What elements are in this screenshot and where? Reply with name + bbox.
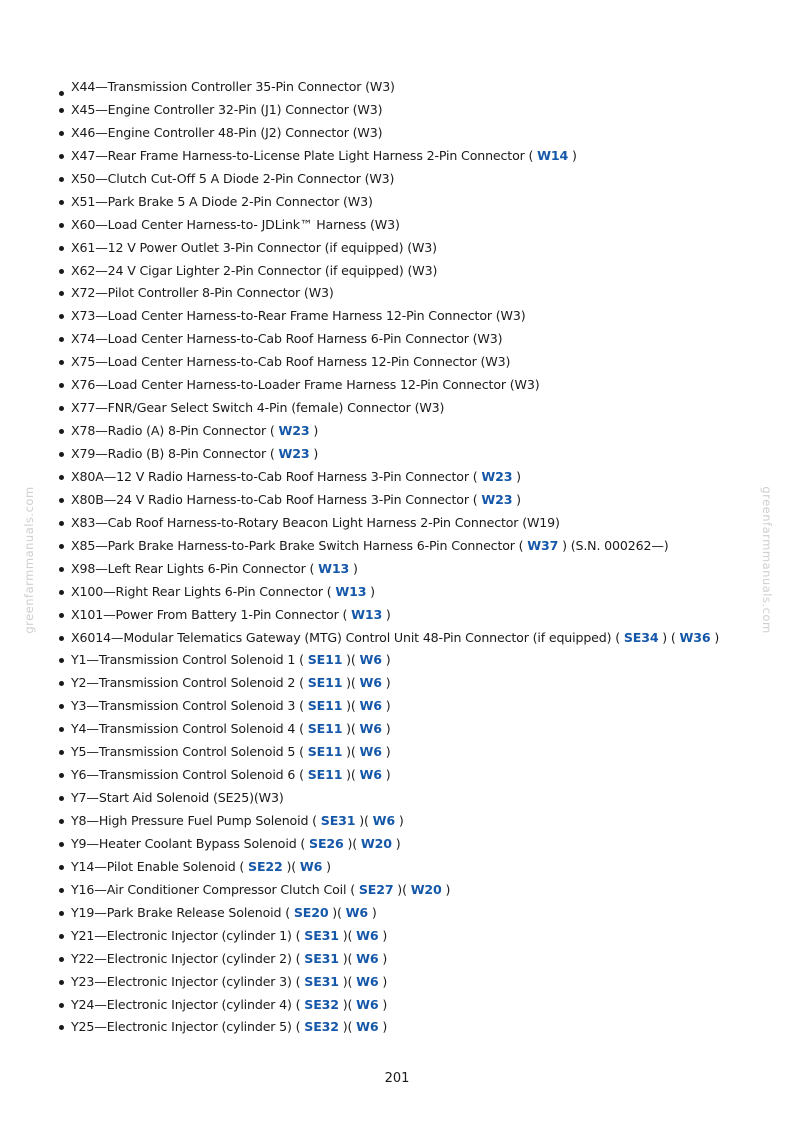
reference-link[interactable]: W23: [481, 491, 513, 507]
item-text: ) (: [658, 629, 680, 645]
item-text: Y2—Transmission Control Solenoid 2 (: [71, 675, 308, 691]
item-text: Y19—Park Brake Release Solenoid (: [71, 904, 294, 920]
reference-link[interactable]: SE11: [307, 721, 343, 737]
item-text: ): [512, 491, 521, 507]
reference-link[interactable]: SE26: [309, 835, 344, 851]
item-text: ): [381, 698, 391, 714]
item-text: )(: [342, 744, 360, 760]
item-text: Y7—Start Aid Solenoid (SE25)(W3): [71, 790, 284, 806]
item-text: )(: [342, 652, 360, 668]
list-item: [58, 627, 719, 650]
item-text: ): [394, 813, 404, 828]
item-text: X77—FNR/Gear Select Switch 4-Pin (female) Connector (W3): [71, 400, 445, 416]
list-item: [58, 558, 719, 581]
reference-link[interactable]: W6: [372, 813, 395, 828]
reference-link[interactable]: W14: [537, 147, 569, 163]
list-item: [58, 879, 719, 902]
item-text: X45—Engine Controller 32-Pin (J1) Connector (W3): [71, 101, 383, 117]
item-text: ): [368, 904, 377, 920]
list-item: [58, 971, 719, 994]
item-text: )(: [338, 1019, 357, 1035]
item-text: Y25—Electronic Injector (cylinder 5) (: [71, 1019, 305, 1035]
item-text: )(: [328, 904, 346, 920]
reference-link[interactable]: SE11: [307, 698, 343, 714]
list-item: [58, 741, 719, 764]
list-item: [58, 443, 719, 466]
reference-link[interactable]: W20: [360, 835, 392, 851]
list-item: [58, 787, 719, 810]
item-text: Y6—Transmission Control Solenoid 6 (: [71, 767, 308, 783]
list-item: [58, 764, 719, 787]
page-number: 201: [384, 1071, 410, 1086]
item-text: ) (S.N. 000262—): [558, 537, 669, 553]
item-text: Y24—Electronic Injector (cylinder 4) (: [71, 996, 305, 1012]
item-text: Y4—Transmission Control Solenoid 4 (: [71, 721, 308, 737]
item-text: ): [381, 767, 391, 783]
item-text: )(: [338, 927, 357, 943]
reference-link[interactable]: W13: [351, 606, 383, 622]
item-text: X46—Engine Controller 48-Pin (J2) Connector (W3): [71, 124, 383, 140]
item-text: ): [349, 560, 358, 576]
list-item: [58, 948, 719, 971]
item-text: X80B—24 V Radio Harness-to-Cab Roof Harness 3-Pin Connector (: [71, 491, 482, 507]
reference-link[interactable]: W6: [356, 1019, 379, 1035]
list-item: [58, 397, 719, 420]
item-text: X83—Cab Roof Harness-to-Rotary Beacon Light Harness 2-Pin Connector (W19): [71, 514, 560, 530]
watermark-left: greenfarmmanuals.com: [22, 486, 36, 634]
item-text: ): [378, 973, 388, 989]
reference-link[interactable]: SE11: [307, 675, 343, 691]
item-text: X72—Pilot Controller 8-Pin Connector (W3): [71, 285, 334, 301]
item-text: ): [391, 835, 401, 851]
reference-link[interactable]: SE11: [307, 767, 343, 783]
list-item: [58, 168, 719, 191]
item-text: X73—Load Center Harness-to-Rear Frame Harness 12-Pin Connector (W3): [71, 308, 526, 324]
reference-link[interactable]: W37: [527, 537, 559, 553]
item-text: ): [309, 423, 319, 439]
item-text: X78—Radio (A) 8-Pin Connector (: [71, 423, 279, 439]
watermark-right: greenfarmmanuals.com: [760, 486, 774, 634]
reference-link[interactable]: W6: [356, 996, 379, 1012]
item-text: Y14—Pilot Enable Solenoid (: [71, 858, 249, 874]
item-text: ): [378, 927, 388, 943]
reference-link[interactable]: SE31: [304, 927, 339, 943]
item-text: ): [568, 147, 577, 163]
reference-link[interactable]: SE20: [293, 904, 329, 920]
list-item: [58, 1016, 719, 1039]
reference-link[interactable]: W13: [318, 560, 350, 576]
list-item: [58, 810, 719, 833]
item-text: Y8—High Pressure Fuel Pump Solenoid (: [71, 813, 321, 828]
reference-link[interactable]: W23: [278, 423, 310, 439]
item-text: ): [378, 996, 388, 1012]
list-item: [58, 902, 719, 925]
list-item: [58, 191, 719, 214]
item-text: X80A—12 V Radio Harness-to-Cab Roof Harness 3-Pin Connector (: [71, 468, 482, 484]
list-item: [58, 237, 719, 260]
item-text: )(: [342, 675, 360, 691]
list-item: [58, 76, 719, 99]
item-text: )(: [343, 835, 361, 851]
list-item: [58, 99, 719, 122]
list-item: [58, 994, 719, 1017]
list-item: [58, 718, 719, 741]
list-item: [58, 122, 719, 145]
item-text: X6014—Modular Telematics Gateway (MTG) Control Unit 48-Pin Connector (if equipped) (: [71, 629, 624, 645]
item-text: X62—24 V Cigar Lighter 2-Pin Connector (if equipped) (W3): [71, 262, 438, 278]
item-text: X47—Rear Frame Harness-to-License Plate Light Harness 2-Pin Connector (: [71, 147, 538, 163]
reference-link[interactable]: W6: [359, 675, 382, 691]
item-text: X79—Radio (B) 8-Pin Connector (: [71, 446, 279, 461]
item-text: )(: [338, 950, 357, 966]
list-item: [58, 145, 719, 168]
list-item: [58, 466, 719, 489]
reference-link[interactable]: W6: [359, 767, 382, 783]
item-text: Y22—Electronic Injector (cylinder 2) (: [71, 950, 305, 966]
list-item: [58, 214, 719, 237]
reference-link[interactable]: SE34: [623, 629, 659, 645]
reference-link[interactable]: W6: [359, 744, 382, 760]
item-text: X85—Park Brake Harness-to-Park Brake Switch Harness 6-Pin Connector (: [71, 537, 528, 553]
item-text: X51—Park Brake 5 A Diode 2-Pin Connector (W3): [71, 193, 373, 209]
reference-link[interactable]: W6: [359, 652, 382, 668]
list-item: [58, 672, 719, 695]
item-text: Y1—Transmission Control Solenoid 1 (: [71, 652, 308, 668]
list-item: [58, 833, 719, 856]
reference-link[interactable]: W6: [345, 904, 369, 920]
item-text: X76—Load Center Harness-to-Loader Frame Harness 12-Pin Connector (W3): [71, 377, 540, 393]
list-item: [58, 489, 719, 512]
reference-link[interactable]: SE31: [304, 973, 339, 989]
reference-link[interactable]: W6: [359, 698, 382, 714]
list-item: [58, 328, 719, 351]
list-item: [58, 695, 719, 718]
list-item: [58, 604, 719, 627]
reference-link[interactable]: W23: [481, 468, 513, 484]
list-item: [58, 925, 719, 948]
reference-link[interactable]: SE27: [358, 881, 394, 897]
item-text: ): [382, 606, 391, 622]
item-text: Y16—Air Conditioner Compressor Clutch Coil (: [71, 881, 359, 897]
item-text: ): [710, 629, 720, 645]
list-item: [58, 649, 719, 672]
reference-link[interactable]: SE31: [304, 950, 339, 966]
item-text: ): [378, 950, 388, 966]
item-text: X61—12 V Power Outlet 3-Pin Connector (if equipped) (W3): [71, 239, 437, 255]
list-item: [58, 282, 719, 305]
item-text: ): [381, 721, 391, 737]
item-text: X74—Load Center Harness-to-Cab Roof Harness 6-Pin Connector (W3): [71, 331, 503, 347]
item-text: )(: [338, 996, 357, 1012]
reference-link[interactable]: SE32: [304, 996, 339, 1012]
list-item: [58, 305, 719, 328]
item-text: Y3—Transmission Control Solenoid 3 (: [71, 698, 308, 714]
reference-link[interactable]: SE11: [307, 744, 343, 760]
list-item: [58, 535, 719, 558]
list-item: [58, 420, 719, 443]
reference-link[interactable]: W6: [356, 927, 379, 943]
item-text: X98—Left Rear Lights 6-Pin Connector (: [71, 560, 319, 576]
item-text: Y23—Electronic Injector (cylinder 3) (: [71, 973, 305, 989]
item-text: ): [381, 744, 391, 760]
item-text: X100—Right Rear Lights 6-Pin Connector (: [71, 583, 336, 599]
reference-link[interactable]: SE22: [248, 858, 283, 874]
item-text: Y21—Electronic Injector (cylinder 1) (: [71, 927, 305, 943]
item-text: )(: [393, 881, 411, 897]
reference-link[interactable]: W13: [335, 583, 367, 599]
reference-link[interactable]: SE31: [320, 813, 356, 828]
item-text: Y9—Heater Coolant Bypass Solenoid (: [71, 835, 310, 851]
reference-link[interactable]: W6: [356, 973, 379, 989]
component-list: [58, 76, 719, 1039]
item-text: )(: [342, 767, 360, 783]
list-item: [58, 856, 719, 879]
item-text: X50—Clutch Cut-Off 5 A Diode 2-Pin Connector (W3): [71, 170, 395, 186]
list-item: [58, 351, 719, 374]
item-text: )(: [338, 973, 357, 989]
reference-link[interactable]: W6: [356, 950, 379, 966]
reference-link[interactable]: W6: [299, 858, 323, 874]
reference-link[interactable]: SE32: [304, 1019, 339, 1035]
item-text: ): [366, 583, 375, 599]
item-text: X101—Power From Battery 1-Pin Connector (: [71, 606, 352, 622]
item-text: ): [381, 675, 391, 691]
item-text: )(: [342, 721, 360, 737]
reference-link[interactable]: SE11: [307, 652, 343, 668]
list-item: [58, 512, 719, 535]
item-text: ): [378, 1019, 388, 1035]
item-text: ): [381, 652, 391, 668]
item-text: X75—Load Center Harness-to-Cab Roof Harness 12-Pin Connector (W3): [71, 354, 511, 370]
list-item: [58, 260, 719, 283]
item-text: )(: [355, 813, 373, 828]
item-text: ): [512, 468, 521, 484]
reference-link[interactable]: W36: [679, 629, 711, 645]
item-text: ): [441, 881, 451, 897]
item-text: ): [309, 446, 319, 461]
reference-link[interactable]: W20: [410, 881, 442, 897]
item-text: X60—Load Center Harness-to- JDLink™ Harness (W3): [71, 216, 400, 232]
list-item: [58, 374, 719, 397]
item-text: )(: [282, 858, 300, 874]
item-text: ): [322, 858, 331, 874]
item-text: Y5—Transmission Control Solenoid 5 (: [71, 744, 308, 760]
item-text: )(: [342, 698, 360, 714]
reference-link[interactable]: W23: [278, 446, 310, 461]
list-item: [58, 581, 719, 604]
item-text: X44—Transmission Controller 35-Pin Connector (W3): [71, 79, 395, 94]
reference-link[interactable]: W6: [359, 721, 382, 737]
